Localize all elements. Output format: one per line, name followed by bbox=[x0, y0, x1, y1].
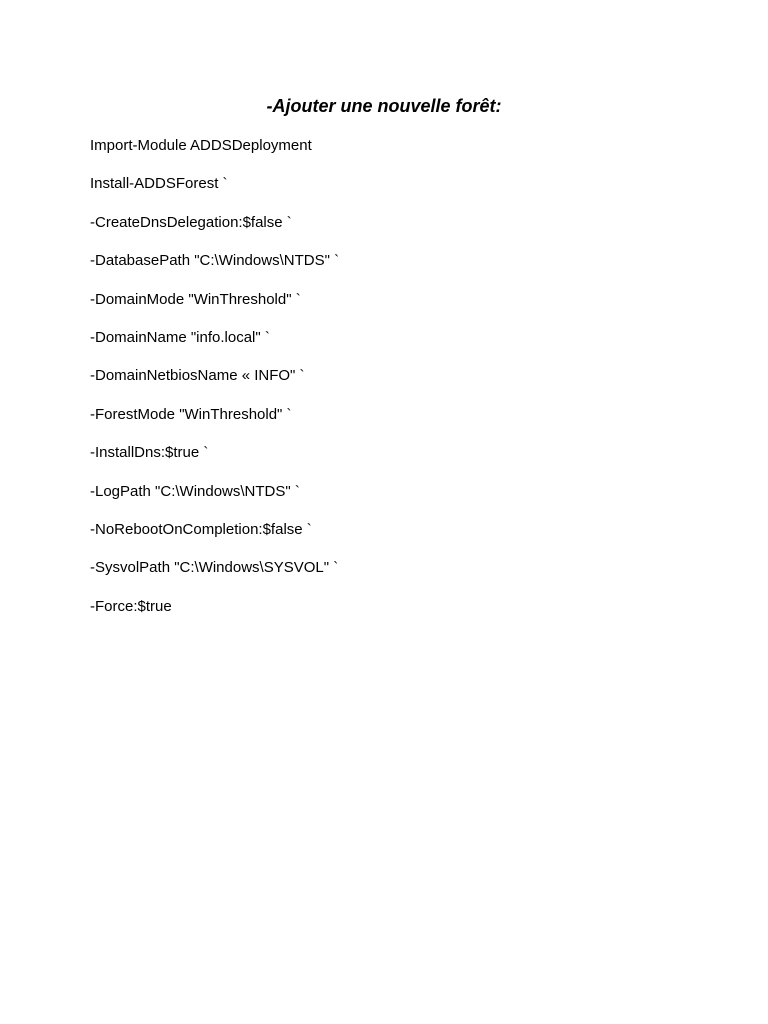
command-line-create-dns-delegation: -CreateDnsDelegation:$false ` bbox=[90, 213, 292, 231]
command-line-database-path: -DatabasePath "C:\Windows\NTDS" ` bbox=[90, 252, 340, 270]
command-line-install-addsforest: Install-ADDSForest ` bbox=[90, 175, 228, 193]
command-line-import-module: Import-Module ADDSDeployment bbox=[90, 137, 312, 154]
command-line-domain-name: -DomainName "info.local" ` bbox=[90, 328, 270, 346]
page-title: -Ajouter une nouvelle forêt: bbox=[266, 96, 502, 116]
command-line-forest-mode: -ForestMode "WinThreshold" ` bbox=[90, 405, 292, 423]
command-line-log-path: -LogPath "C:\Windows\NTDS" ` bbox=[90, 482, 300, 500]
command-line-sysvol-path: -SysvolPath "C:\Windows\SYSVOL" ` bbox=[90, 559, 339, 577]
command-lines bbox=[90, 135, 339, 634]
command-line-domain-netbios-name: -DomainNetbiosName « INFO" ` bbox=[90, 367, 305, 385]
command-line-no-reboot-on-completion: -NoRebootOnCompletion:$false ` bbox=[90, 520, 312, 538]
command-line-domain-mode: -DomainMode "WinThreshold" ` bbox=[90, 290, 301, 308]
command-line-install-dns: -InstallDns:$true ` bbox=[90, 444, 209, 462]
command-line-force: -Force:$true bbox=[90, 597, 172, 615]
